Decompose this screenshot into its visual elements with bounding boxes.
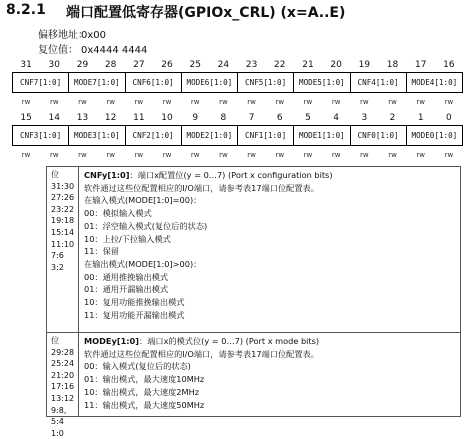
bit-position: 11:10 — [51, 239, 75, 249]
access-type: rw — [247, 98, 256, 106]
access-type: rw — [106, 98, 115, 106]
register-field: CNF2[1:0] — [126, 126, 182, 145]
access-type: rw — [275, 151, 285, 159]
register-field: MODE0[1:0] — [411, 131, 458, 140]
offset-address — [38, 26, 106, 41]
access-type: rw — [416, 151, 426, 159]
bit-number: 22 — [274, 60, 286, 70]
bit-position: 27:26 — [51, 193, 75, 203]
bit-number: 3 — [361, 113, 368, 123]
bit-position: 13:12 — [51, 393, 75, 403]
section-header — [6, 0, 468, 24]
bit-position: 位31:30 — [51, 170, 75, 191]
access-type: rw — [190, 151, 200, 159]
access-type: rw — [134, 98, 144, 106]
description-line: 10：上拉/下拉输入模式 — [84, 233, 171, 244]
access-type: rw — [21, 151, 31, 159]
bit-position: 25:24 — [51, 359, 75, 369]
bit-position: 3:2 — [51, 262, 64, 272]
bit-number: 20 — [330, 60, 342, 70]
bit-position: 19:18 — [51, 216, 75, 226]
reset-value — [38, 41, 147, 56]
description-line: 软件通过这些位配置相应的I/O端口，请参考表17端口位配置表。 — [84, 182, 319, 193]
access-type: rw — [219, 151, 228, 159]
access-type: rw — [303, 98, 313, 106]
section-title: 端口配置低寄存器(GPIOx_CRL) (x=A..E) — [66, 5, 346, 21]
cnf-title-rest: ：端口x配置位(y = 0…7) (Port x configuration bits) — [129, 170, 333, 180]
register-fields-upper — [12, 72, 463, 93]
description-line: 在输出模式(MODE[1:0]>00)： — [84, 258, 202, 269]
description-line: 在输入模式(MODE[1:0]=00)： — [84, 195, 202, 206]
register-field: MODE6[1:0] — [182, 73, 238, 92]
reset-label: 复位值： — [38, 45, 78, 56]
bit-number: 1 — [417, 113, 424, 123]
bit-number: 10 — [161, 113, 173, 123]
description-line: 11：保留 — [84, 246, 119, 257]
access-type: rw — [275, 98, 285, 106]
access-type: rw — [78, 151, 87, 159]
access-type: rw — [162, 151, 172, 159]
cnf-description-text — [79, 167, 460, 332]
mode-bit-positions — [47, 333, 79, 438]
mode-title-rest: ：端口x的模式位(y = 0…7) (Port x mode bits) — [139, 336, 320, 346]
access-type: rw — [331, 151, 341, 159]
bit-number: 23 — [245, 60, 258, 70]
register-field: CNF7[1:0] — [13, 73, 69, 92]
bit-position: 15:14 — [51, 227, 75, 237]
access-type: rw — [331, 98, 341, 106]
bit-number: 19 — [358, 60, 371, 70]
bit-position: 23:22 — [51, 204, 75, 214]
bit-number: 2 — [389, 113, 396, 123]
access-type: rw — [162, 98, 172, 106]
offset-label: 偏移地址： — [38, 30, 88, 41]
access-type: rw — [134, 151, 144, 159]
mode-title-line — [84, 335, 460, 348]
bit-description-table — [46, 166, 461, 438]
bit-number: 15 — [20, 113, 32, 123]
access-type: rw — [303, 151, 313, 159]
bit-number: 29 — [76, 60, 89, 70]
cnf-description — [47, 167, 460, 333]
cnf-bit-positions — [47, 167, 79, 332]
access-type: rw — [388, 98, 397, 106]
bit-numbers-lower — [12, 113, 463, 123]
bit-position: 17:16 — [51, 382, 75, 392]
bit-position: 位29:28 — [51, 336, 75, 357]
bit-number: 31 — [20, 60, 32, 70]
bit-number: 27 — [133, 60, 145, 70]
bit-number: 14 — [48, 113, 60, 123]
description-line: 11：输出模式，最大速度50MHz — [84, 399, 205, 410]
bit-numbers-upper — [12, 60, 463, 70]
bit-number: 30 — [48, 60, 60, 70]
description-line: 10：复用功能推挽输出模式 — [84, 297, 185, 308]
mode-description — [47, 333, 460, 438]
description-line: 01：浮空输入模式(复位后的状态) — [84, 220, 208, 231]
bit-number: 11 — [133, 113, 145, 123]
register-field: CNF0[1:0] — [351, 126, 407, 145]
description-line: 软件通过这些位配置相应的I/O端口，请参考表17端口位配置表。 — [84, 348, 319, 359]
reset-value-text: 0x4444 4444 — [81, 45, 148, 56]
access-type: rw — [21, 98, 31, 106]
bit-number: 6 — [276, 113, 283, 123]
bit-number: 7 — [248, 113, 255, 123]
register-field: CNF3[1:0] — [13, 126, 69, 145]
description-line: 01：输出模式，最大速度10MHz — [84, 374, 205, 385]
bit-number: 25 — [189, 60, 201, 70]
description-line: 01：通用开漏输出模式 — [84, 284, 169, 295]
bit-number: 17 — [414, 60, 427, 70]
register-field: CNF5[1:0] — [238, 73, 294, 92]
access-type: rw — [78, 98, 87, 106]
access-type: rw — [444, 151, 454, 159]
cnf-field-name: CNFy[1:0] — [84, 170, 130, 180]
access-type: rw — [388, 151, 397, 159]
bit-number: 5 — [305, 113, 311, 123]
bit-number: 9 — [192, 113, 199, 123]
access-row-upper — [12, 98, 463, 106]
register-field: CNF4[1:0] — [351, 73, 407, 92]
bit-number: 12 — [104, 113, 117, 123]
description-line: 11：复用功能开漏输出模式 — [84, 309, 185, 320]
access-type: rw — [49, 151, 59, 159]
register-field: MODE7[1:0] — [69, 73, 125, 92]
access-type: rw — [190, 98, 200, 106]
register-field: MODE1[1:0] — [294, 126, 350, 145]
bit-number: 18 — [386, 60, 399, 70]
bit-number: 4 — [333, 113, 340, 123]
bit-position: 7:6 — [51, 251, 64, 261]
register-fields-lower — [12, 125, 463, 146]
register-field: MODE3[1:0] — [69, 126, 125, 145]
access-type: rw — [360, 151, 369, 159]
bit-position: 9:8, 5:4 — [51, 405, 67, 427]
bit-number: 21 — [302, 60, 314, 70]
bit-number: 13 — [76, 113, 89, 123]
access-type: rw — [219, 98, 228, 106]
register-field: CNF6[1:0] — [126, 73, 182, 92]
description-line: 10：输出模式，最大速度2MHz — [84, 386, 200, 397]
bit-number: 0 — [446, 113, 452, 123]
register-field: MODE5[1:0] — [294, 73, 350, 92]
register-field: MODE2[1:0] — [182, 126, 238, 145]
access-type: rw — [49, 98, 59, 106]
access-type: rw — [444, 98, 454, 106]
description-line: 00：通用推挽输出模式 — [84, 271, 169, 282]
bit-number: 28 — [104, 60, 117, 70]
section-number: 8.2.1 — [6, 2, 46, 18]
bit-number: 8 — [220, 113, 227, 123]
bit-position: 21:20 — [51, 370, 75, 380]
description-line: 00：输入模式(复位后的状态) — [84, 361, 191, 372]
mode-field-name: MODEy[1:0] — [84, 336, 139, 346]
access-type: rw — [247, 151, 256, 159]
mode-description-text — [79, 333, 460, 416]
bit-number: 26 — [161, 60, 173, 70]
offset-value: 0x00 — [81, 30, 107, 41]
access-row-lower — [12, 151, 463, 159]
register-field: MODE4[1:0] — [411, 78, 458, 87]
register-field: CNF1[1:0] — [238, 126, 294, 145]
cnf-title-line — [84, 169, 460, 182]
bit-number: 16 — [443, 60, 455, 70]
description-line: 00：模拟输入模式 — [84, 208, 152, 219]
access-type: rw — [360, 98, 369, 106]
bit-position: 1:0 — [51, 428, 64, 438]
bit-number: 24 — [217, 60, 230, 70]
access-type: rw — [106, 151, 115, 159]
access-type: rw — [416, 98, 426, 106]
